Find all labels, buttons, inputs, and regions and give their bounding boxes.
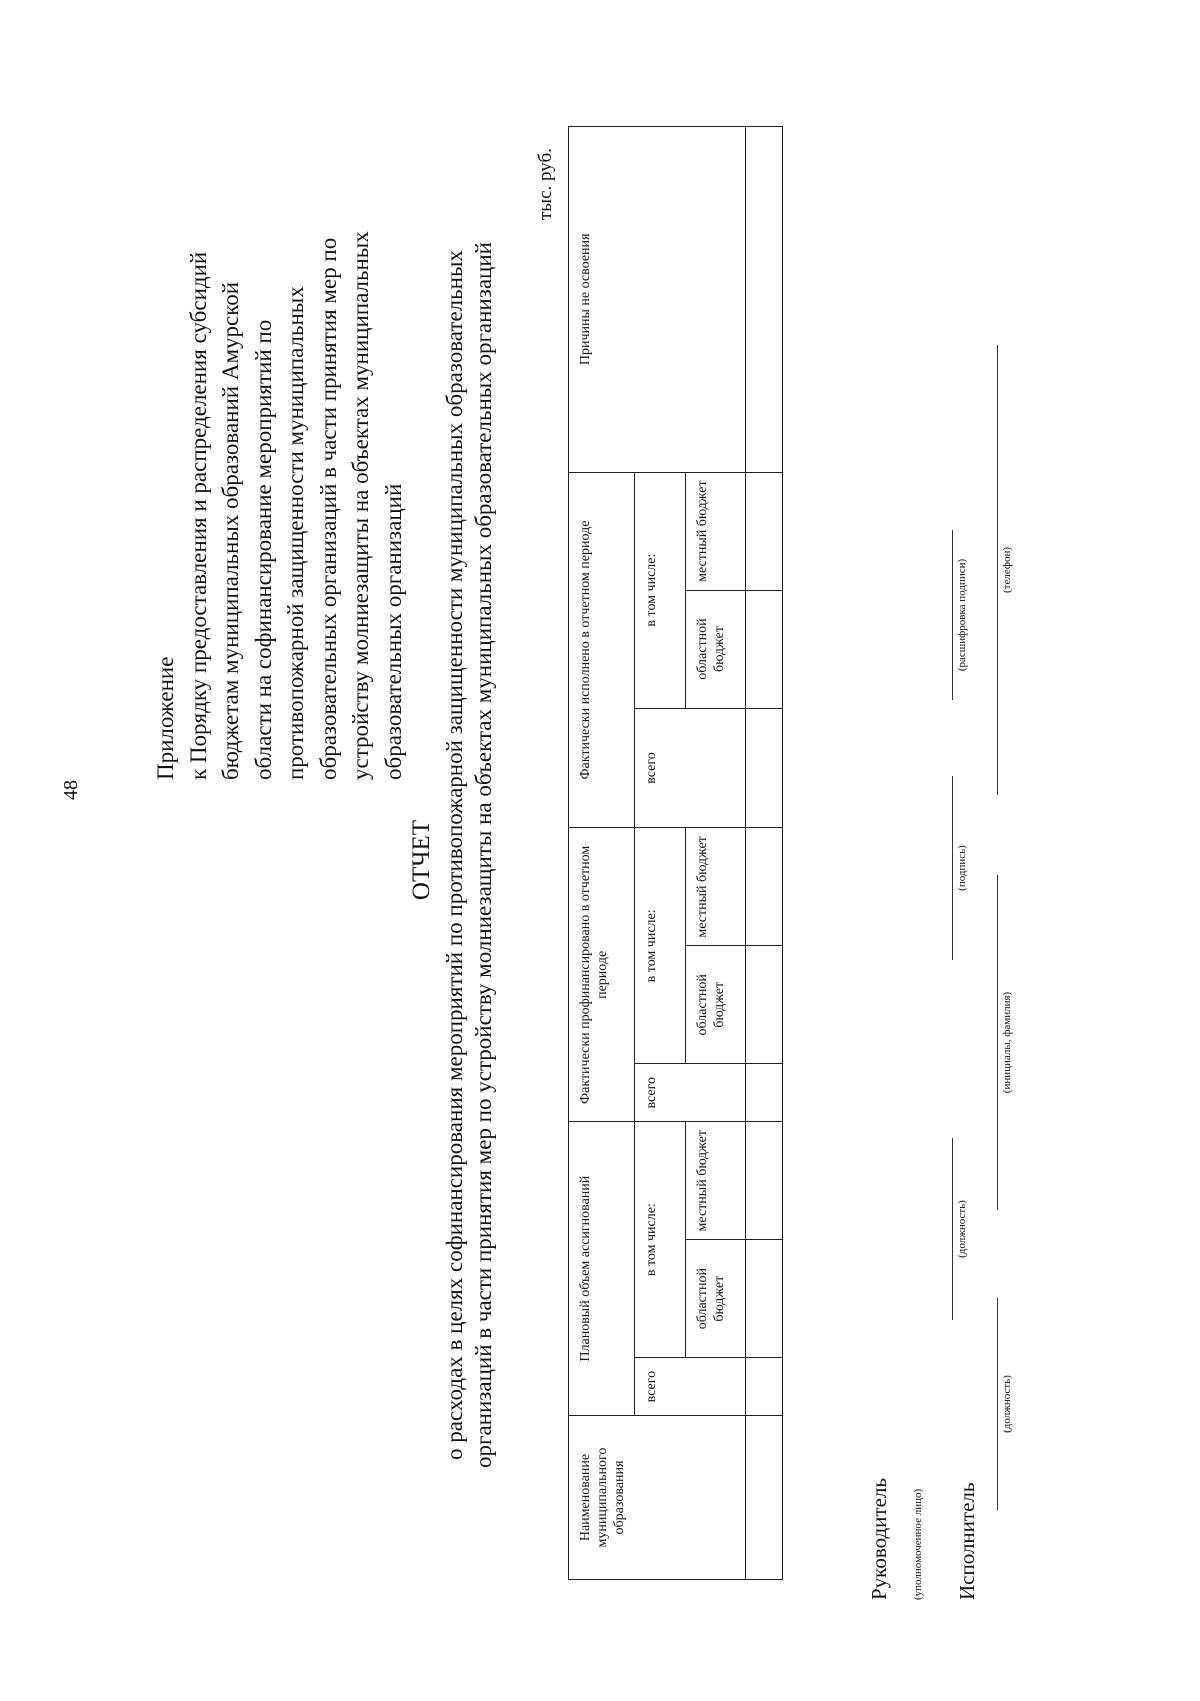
table-cell (746, 828, 783, 946)
table-cell (746, 1358, 783, 1416)
executor-name-line (997, 875, 998, 1210)
table-row (746, 127, 783, 1580)
table-cell (746, 1240, 783, 1358)
executor-name-caption: (инициалы, фамилия) (1001, 991, 1013, 1094)
table-cell (746, 946, 783, 1064)
header-planned-including: в том числе: (635, 1122, 686, 1358)
head-signature-line (952, 776, 953, 960)
subtitle-line: организаций в части принятия мер по устройству молниезащиты на объектах муниципальных образовательных организаций (471, 242, 496, 1468)
header-executed-local: местный бюджет (686, 472, 746, 590)
head-position-caption: (должность) (956, 1200, 968, 1258)
head-decoding-line (952, 530, 953, 700)
table-cell (746, 1122, 783, 1240)
appendix-line: образовательных организаций в части принятия мер по (315, 237, 341, 780)
header-planned-total: всего (635, 1358, 746, 1416)
executor-position-line (997, 1298, 998, 1510)
header-executed-total: всего (635, 708, 746, 828)
page-number: 48 (60, 780, 82, 800)
units-label: тыс. руб. (535, 148, 556, 220)
table-cell (746, 1416, 783, 1580)
report-table (568, 126, 783, 1580)
head-label: Руководитель (867, 1478, 891, 1600)
executor-position-caption: (должность) (1001, 1375, 1013, 1433)
appendix-line: Приложение (153, 656, 178, 780)
table-cell (746, 708, 783, 828)
header-financed-local: местный бюджет (686, 828, 746, 946)
head-signature-caption: (подпись) (956, 845, 968, 891)
header-financed-regional: областной бюджет (686, 946, 746, 1064)
header-executed-regional: областной бюджет (686, 590, 746, 708)
header-planned-local: местный бюджет (686, 1122, 746, 1240)
executor-phone-line (997, 345, 998, 795)
head-decoding-caption: (расшифровка подписи) (956, 558, 968, 672)
table-cell (746, 1064, 783, 1122)
header-row-1 (569, 127, 635, 1580)
executor-label: Исполнитель (955, 1482, 979, 1600)
table-cell (746, 127, 783, 473)
rotated-document (150, 120, 1160, 1600)
appendix-line: к Порядку предоставления и распределения субсидий (185, 251, 211, 780)
header-reasons: Причины не освоения (569, 127, 746, 473)
header-planned-regional: областной бюджет (686, 1240, 746, 1358)
report-title: ОТЧЕТ (408, 819, 435, 901)
appendix-line: устройству молниезащиты на объектах муниципальных (348, 231, 373, 780)
table-cell (746, 472, 783, 590)
head-position-line (952, 1138, 953, 1320)
appendix-line: противопожарной защищенности муниципальных (283, 286, 308, 780)
table-cell (746, 590, 783, 708)
header-financed-total: всего (635, 1064, 746, 1122)
subtitle-line: о расходах в целях софинансирования мероприятий по противопожарной защищенности муниципальных образовательных (442, 250, 467, 1460)
executor-phone-caption: (телефон) (1001, 546, 1013, 594)
header-financed: Фактически профинансировано в отчетном периоде (569, 828, 635, 1122)
head-sublabel: (уполномоченное лицо) (912, 1488, 924, 1600)
appendix-line: образовательных организаций (380, 483, 406, 780)
header-financed-including: в том числе: (635, 828, 686, 1064)
report-subtitle (440, 130, 498, 1580)
appendix-line: бюджетам муниципальных образований Амурской (218, 281, 243, 780)
header-executed-including: в том числе: (635, 472, 686, 708)
header-executed: Фактически исполнено в отчетном периоде (569, 472, 635, 828)
appendix-line: области на софинансирование мероприятий по (250, 319, 276, 780)
header-planned: Плановый объем ассигнований (569, 1122, 635, 1416)
header-municipality: Наименование муниципального образования (569, 1416, 746, 1580)
appendix-block (150, 125, 410, 780)
